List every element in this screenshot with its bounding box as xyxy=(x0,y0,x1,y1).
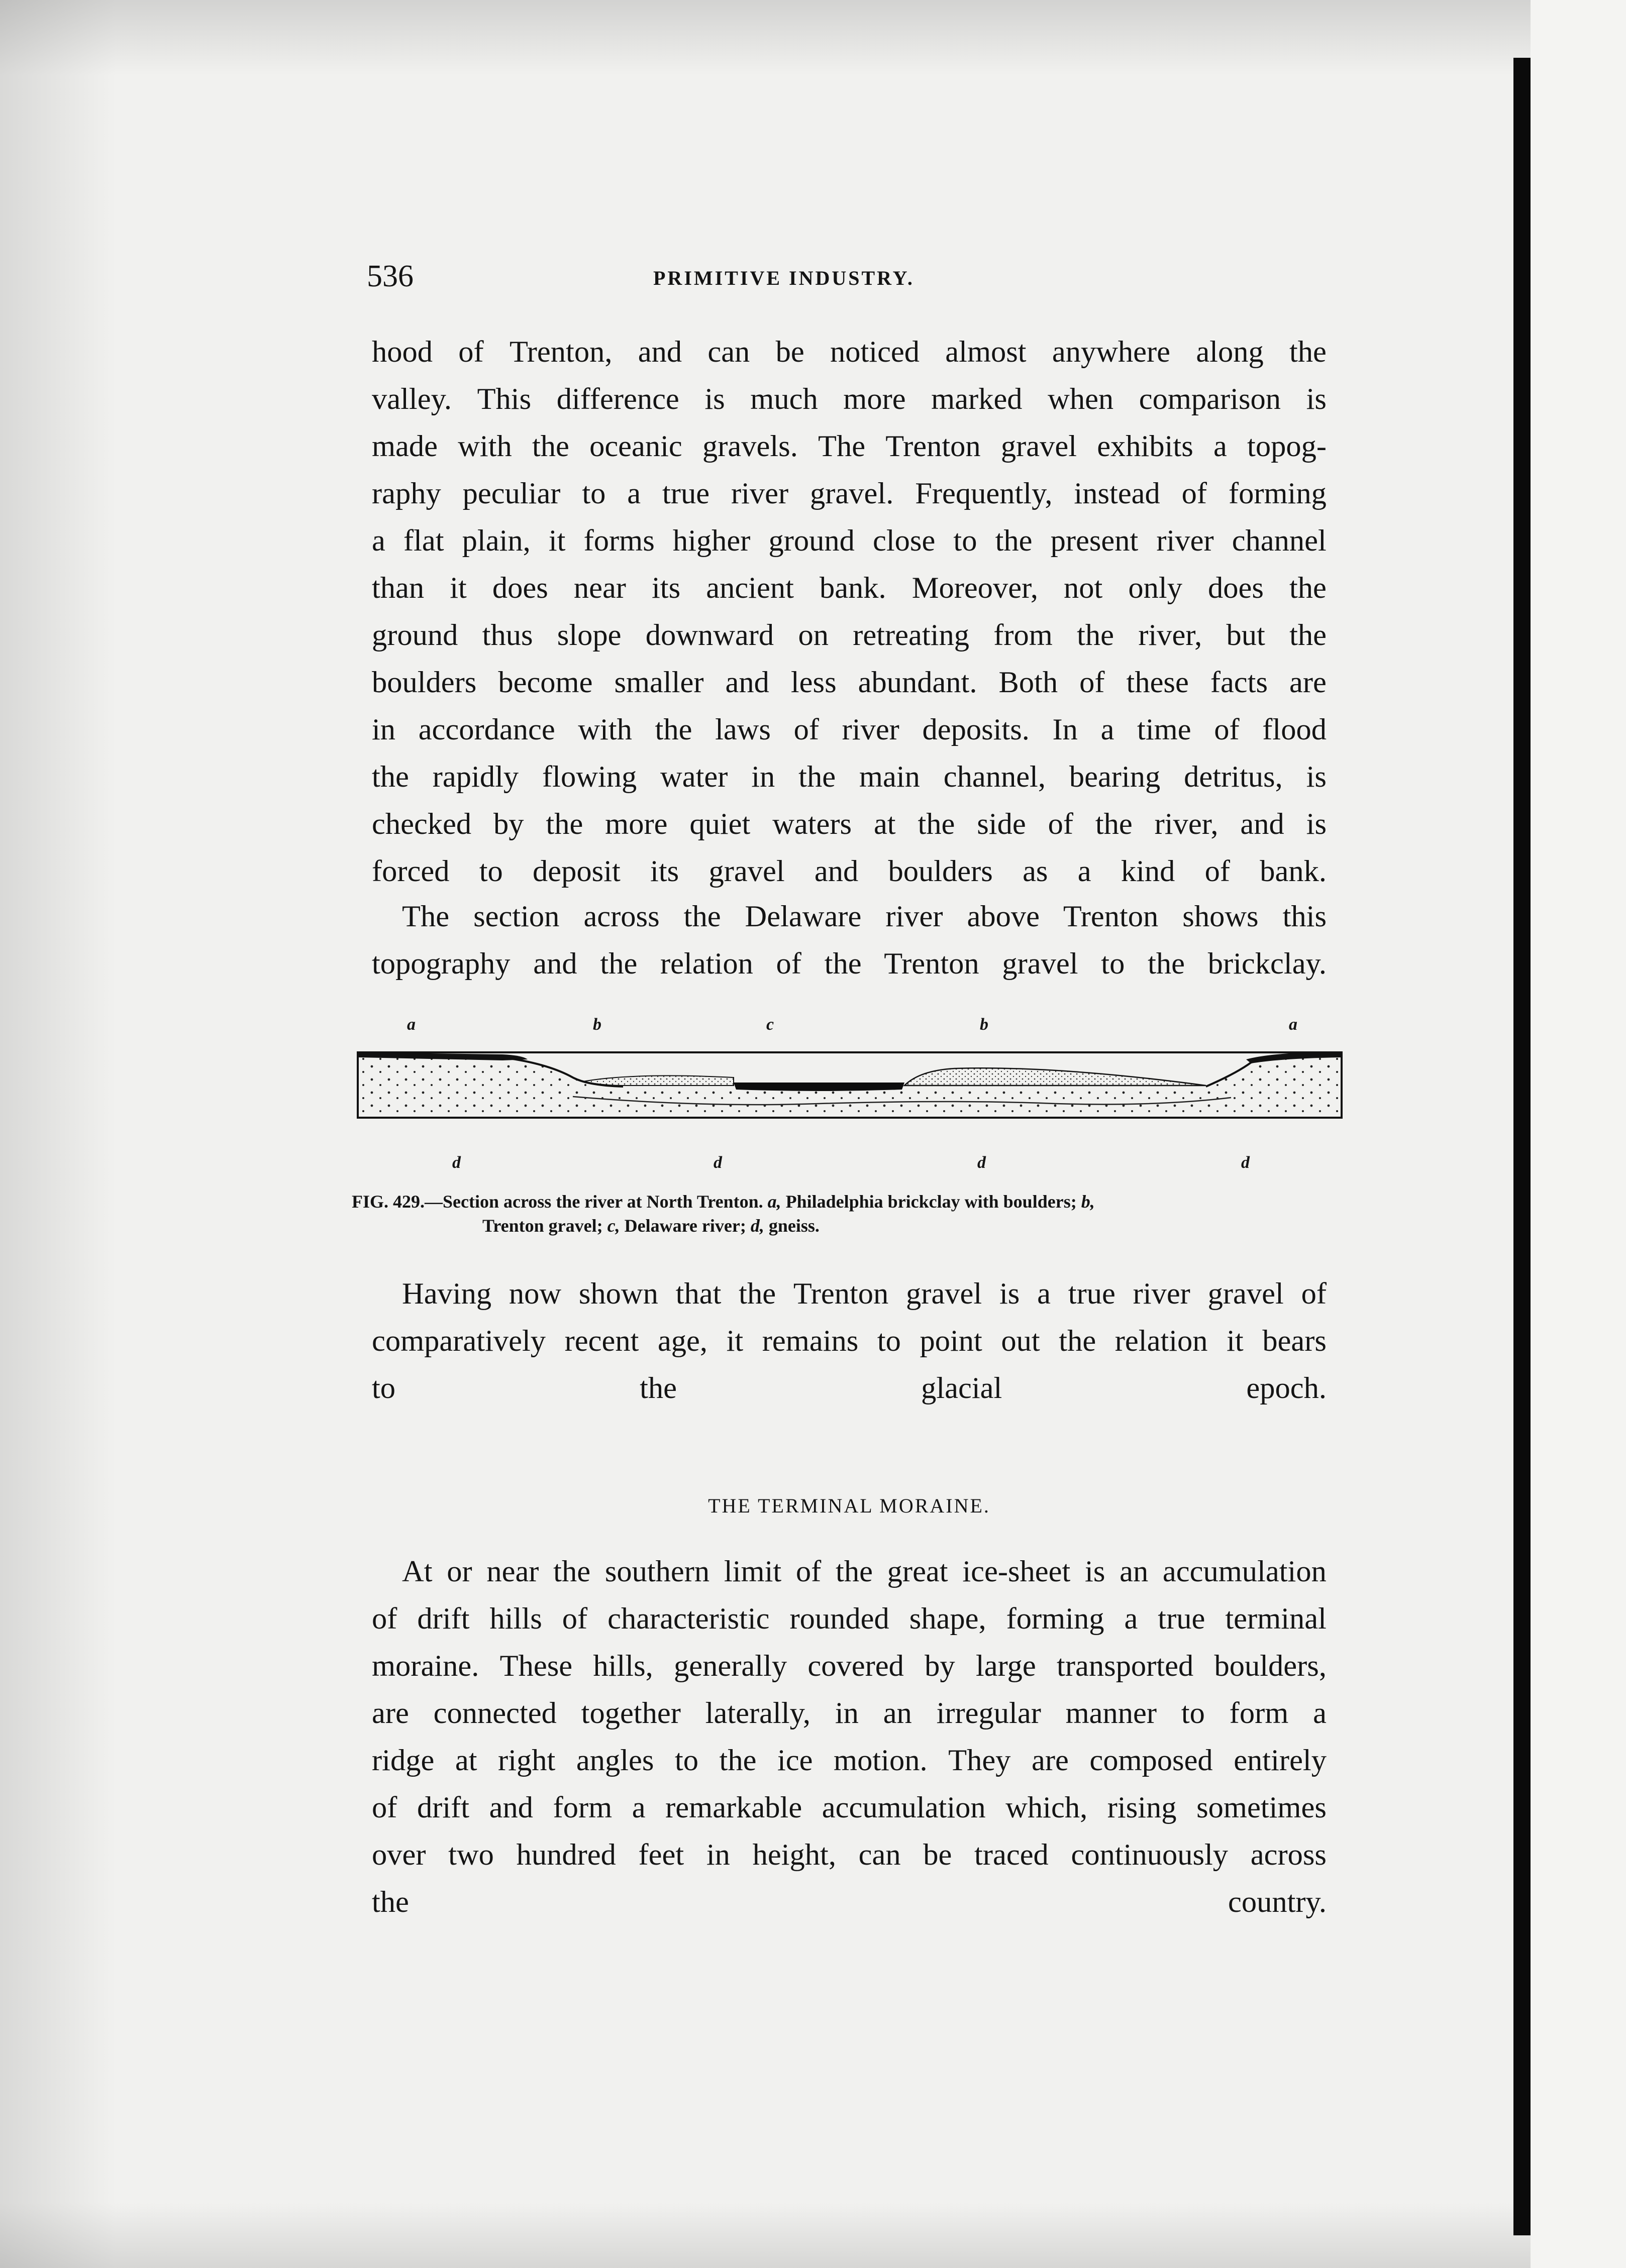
word: less xyxy=(790,666,837,699)
word: be xyxy=(775,335,804,369)
word: is xyxy=(999,1277,1020,1311)
word: bearing xyxy=(1069,760,1161,794)
word: can xyxy=(707,335,750,369)
word: forming xyxy=(1006,1602,1104,1636)
word: become xyxy=(498,666,593,699)
word: valley. xyxy=(372,382,452,416)
caption-line xyxy=(352,1190,1352,1214)
word: of xyxy=(793,713,819,746)
word: flat xyxy=(403,524,444,558)
word: the xyxy=(553,1555,591,1588)
word: right xyxy=(498,1744,556,1777)
word: flood xyxy=(1262,713,1327,746)
word: boulders, xyxy=(1214,1649,1327,1683)
text-line xyxy=(372,1643,1327,1690)
word: terminal xyxy=(1225,1602,1327,1636)
binding-edge xyxy=(1513,58,1531,2235)
word: southern xyxy=(604,1555,710,1588)
word: transported xyxy=(1057,1649,1194,1683)
word: more xyxy=(605,807,668,841)
word: river xyxy=(731,477,789,510)
word: a xyxy=(1213,429,1227,463)
word: comparison xyxy=(1139,382,1281,416)
word: form xyxy=(553,1791,613,1824)
word: does xyxy=(1208,571,1264,605)
scan-bottom-shadow xyxy=(0,2203,1626,2268)
word: river xyxy=(1156,524,1214,558)
word: are xyxy=(1031,1744,1069,1777)
text-line: to the glacial epoch. xyxy=(372,1371,1327,1405)
word: river xyxy=(842,713,899,746)
word: entirely xyxy=(1234,1744,1327,1777)
word: the xyxy=(1077,618,1114,652)
word: to xyxy=(674,1744,698,1777)
word: only xyxy=(1128,571,1182,605)
word: Trenton xyxy=(885,429,981,463)
word: a xyxy=(1124,1602,1138,1636)
word: to xyxy=(1181,1696,1205,1730)
word: marked xyxy=(931,382,1023,416)
word: when xyxy=(1048,382,1114,416)
word: channel xyxy=(1232,524,1327,558)
word: to xyxy=(582,477,606,510)
word: relation xyxy=(1114,1324,1208,1358)
word: exhibits xyxy=(1097,429,1193,463)
word: of xyxy=(372,1791,397,1824)
text-line: The section across the Delaware river above Trenton shows this xyxy=(402,900,1327,933)
word: limit xyxy=(724,1555,782,1588)
word: traced xyxy=(974,1838,1049,1872)
word: hills, xyxy=(593,1649,653,1683)
figure-label: a xyxy=(1289,1015,1297,1034)
word: great xyxy=(887,1555,948,1588)
word: by xyxy=(493,807,524,841)
figure-label: b xyxy=(980,1015,988,1034)
caption-key: a, xyxy=(767,1192,781,1212)
word: noticed xyxy=(830,335,920,369)
word: higher xyxy=(672,524,751,558)
word: is xyxy=(1306,760,1327,794)
word: oceanic xyxy=(589,429,682,463)
word: is xyxy=(1306,807,1327,841)
word: can xyxy=(858,1838,901,1872)
text-line xyxy=(372,1270,1327,1318)
word: retreating xyxy=(853,618,969,652)
word: to xyxy=(953,524,977,558)
word: flowing xyxy=(542,760,637,794)
word: gravel xyxy=(1207,1277,1284,1311)
word: a xyxy=(1037,1277,1051,1311)
text-line xyxy=(372,753,1327,801)
word: ice-sheet xyxy=(962,1555,1071,1588)
word: a xyxy=(1313,1696,1327,1730)
word: generally xyxy=(674,1649,787,1683)
page-header xyxy=(367,256,1322,301)
word: irregular xyxy=(936,1696,1041,1730)
text-line xyxy=(372,1318,1327,1365)
word: sometimes xyxy=(1196,1791,1327,1824)
word: but xyxy=(1226,618,1265,652)
section-heading: THE TERMINAL MORAINE. xyxy=(708,1494,990,1517)
word: accumulation xyxy=(822,1791,986,1824)
word: Trenton, xyxy=(509,335,613,369)
word: not xyxy=(1064,571,1103,605)
caption-text: Delaware river; xyxy=(624,1216,746,1236)
word: covered xyxy=(807,1649,904,1683)
word: the xyxy=(1289,571,1327,605)
word: slope xyxy=(557,618,622,652)
word: together xyxy=(581,1696,681,1730)
word: form xyxy=(1229,1696,1289,1730)
word: recent xyxy=(564,1324,639,1358)
text-line xyxy=(372,470,1327,517)
word: drift xyxy=(417,1791,470,1824)
text-line xyxy=(372,1784,1327,1831)
word: of xyxy=(1214,713,1240,746)
word: laws xyxy=(715,713,771,746)
text-line xyxy=(372,1548,1327,1595)
word: quiet xyxy=(689,807,751,841)
word: age, xyxy=(657,1324,708,1358)
word: boulders xyxy=(372,666,477,699)
caption-text: Trenton gravel; xyxy=(482,1216,603,1236)
paragraph-glacial-epoch xyxy=(372,1270,1327,1412)
word: ice xyxy=(777,1744,813,1777)
word: of xyxy=(1181,477,1207,510)
word: gravels. xyxy=(702,429,798,463)
caption-key: b, xyxy=(1081,1192,1095,1212)
word: made xyxy=(372,429,438,463)
text-line xyxy=(372,329,1327,376)
word: They xyxy=(948,1744,1011,1777)
word: its xyxy=(652,571,681,605)
word: of xyxy=(1048,807,1073,841)
word: motion. xyxy=(834,1744,928,1777)
word: feet xyxy=(638,1838,684,1872)
word: with xyxy=(458,429,512,463)
page-number: 536 xyxy=(367,259,414,293)
text-line xyxy=(372,1831,1327,1879)
word: forming xyxy=(1228,477,1327,510)
word: and xyxy=(725,666,769,699)
trenton-gravel-right xyxy=(904,1068,1206,1086)
running-head: PRIMITIVE INDUSTRY. xyxy=(653,267,914,289)
word: hills xyxy=(489,1602,542,1636)
word: topog- xyxy=(1247,429,1327,463)
word: which, xyxy=(1005,1791,1088,1824)
word: laterally, xyxy=(705,1696,811,1730)
caption-title: FIG. 429.—Section across the river at North Trenton. xyxy=(352,1192,763,1212)
word: This xyxy=(477,382,532,416)
text-line xyxy=(372,659,1327,706)
word: side xyxy=(977,807,1026,841)
word: anywhere xyxy=(1052,335,1171,369)
word: detritus, xyxy=(1184,760,1283,794)
word: from xyxy=(993,618,1053,652)
cross-section-diagram xyxy=(352,1037,1352,1158)
word: by xyxy=(925,1649,955,1683)
word: smaller xyxy=(614,666,704,699)
word: to xyxy=(877,1324,901,1358)
figure-label: d xyxy=(977,1153,986,1172)
word: facts xyxy=(1210,666,1268,699)
figure-label: d xyxy=(714,1153,722,1172)
word: peculiar xyxy=(462,477,561,510)
word: checked xyxy=(372,807,472,841)
word: gravel xyxy=(906,1277,982,1311)
text-line: forced to deposit its gravel and boulders as a kind of bank. xyxy=(372,854,1327,888)
word: The xyxy=(818,429,866,463)
word: time xyxy=(1137,713,1191,746)
word: ridge xyxy=(372,1744,435,1777)
word: the xyxy=(798,760,836,794)
word: gravel xyxy=(1000,429,1077,463)
word: forms xyxy=(583,524,655,558)
word: the xyxy=(836,1555,873,1588)
word: in xyxy=(751,760,775,794)
word: that xyxy=(675,1277,722,1311)
word: Moreover, xyxy=(911,571,1038,605)
word: remarkable xyxy=(665,1791,802,1824)
word: shown xyxy=(578,1277,658,1311)
word: an xyxy=(1120,1555,1149,1588)
word: downward xyxy=(645,618,774,652)
word: on xyxy=(798,618,829,652)
text-line xyxy=(372,706,1327,753)
word: rapidly xyxy=(432,760,519,794)
word: are xyxy=(1289,666,1327,699)
word: ground xyxy=(372,618,458,652)
word: in xyxy=(835,1696,859,1730)
word: be xyxy=(923,1838,952,1872)
word: more xyxy=(843,382,906,416)
trenton-gravel-left xyxy=(583,1075,734,1086)
word: over xyxy=(372,1838,426,1872)
word: true xyxy=(662,477,710,510)
figure-section-diagram xyxy=(352,1007,1352,1188)
word: drift xyxy=(417,1602,470,1636)
word: is xyxy=(1085,1555,1105,1588)
word: true xyxy=(1068,1277,1115,1311)
word: characteristic xyxy=(607,1602,770,1636)
word: at xyxy=(873,807,896,841)
word: In xyxy=(1052,713,1078,746)
word: moraine. xyxy=(372,1649,479,1683)
word: Having xyxy=(402,1277,492,1311)
word: much xyxy=(750,382,818,416)
word: near xyxy=(573,571,626,605)
paragraph-river-gravel xyxy=(372,329,1327,895)
word: it xyxy=(726,1324,744,1358)
word: the xyxy=(739,1277,776,1311)
word: main xyxy=(859,760,920,794)
word: rounded xyxy=(789,1602,889,1636)
word: are xyxy=(372,1696,409,1730)
text-line xyxy=(372,517,1327,565)
paragraph-terminal-moraine xyxy=(372,1548,1327,1926)
word: it xyxy=(450,571,467,605)
word: composed xyxy=(1089,1744,1213,1777)
word: a xyxy=(1100,713,1114,746)
paragraph-section-intro xyxy=(372,893,1327,988)
text-line xyxy=(372,1595,1327,1643)
word: the xyxy=(1289,335,1327,369)
word: gravel. xyxy=(810,477,894,510)
word: two xyxy=(448,1838,494,1872)
word: of xyxy=(562,1602,588,1636)
word: now xyxy=(509,1277,562,1311)
word: bank. xyxy=(819,571,886,605)
text-line xyxy=(372,565,1327,612)
caption-key: d, xyxy=(750,1216,764,1236)
caption-key: c, xyxy=(607,1216,620,1236)
word: true xyxy=(1158,1602,1205,1636)
word: and xyxy=(1240,807,1284,841)
word: in xyxy=(372,713,396,746)
figure-label: d xyxy=(452,1153,461,1172)
text-line: topography and the relation of the Trenton gravel to the brickclay. xyxy=(372,947,1327,981)
figure-label: b xyxy=(593,1015,601,1034)
word: These xyxy=(499,1649,573,1683)
word: height, xyxy=(752,1838,836,1872)
word: ancient xyxy=(706,571,794,605)
word: the xyxy=(719,1744,757,1777)
word: bears xyxy=(1262,1324,1327,1358)
word: deposits. xyxy=(922,713,1030,746)
text-line xyxy=(372,1690,1327,1737)
word: the xyxy=(918,807,955,841)
word: Both xyxy=(998,666,1058,699)
word: hundred xyxy=(516,1838,616,1872)
scan-left-shadow xyxy=(0,0,116,2268)
text-line xyxy=(372,1737,1327,1784)
word: a xyxy=(632,1791,646,1824)
word: of xyxy=(1301,1277,1327,1311)
word: with xyxy=(578,713,632,746)
word: continuously xyxy=(1071,1838,1229,1872)
text-line: the country. xyxy=(372,1885,1327,1919)
word: water xyxy=(660,760,728,794)
word: abundant. xyxy=(858,666,977,699)
word: the xyxy=(532,429,569,463)
text-line xyxy=(372,376,1327,423)
figure-label: a xyxy=(407,1015,416,1034)
word: of xyxy=(795,1555,822,1588)
word: At xyxy=(402,1555,433,1588)
word: of xyxy=(1079,666,1105,699)
word: the xyxy=(1289,618,1327,652)
word: it xyxy=(1227,1324,1244,1358)
word: river, xyxy=(1154,807,1218,841)
word: accumulation xyxy=(1162,1555,1327,1588)
right-margin xyxy=(1531,0,1626,2268)
caption-line xyxy=(352,1214,1352,1238)
word: hood xyxy=(372,335,433,369)
word: the xyxy=(655,713,692,746)
word: out xyxy=(1001,1324,1040,1358)
word: does xyxy=(492,571,548,605)
figure-label: c xyxy=(766,1015,774,1034)
text-line xyxy=(372,423,1327,470)
scan-top-shadow xyxy=(0,0,1626,75)
caption-text: gneiss. xyxy=(768,1216,820,1236)
word: point xyxy=(920,1324,982,1358)
word: is xyxy=(1306,382,1327,416)
word: shape, xyxy=(909,1602,986,1636)
caption-text: Philadelphia brickclay with boulders; xyxy=(785,1192,1077,1212)
word: channel, xyxy=(943,760,1046,794)
word: Frequently, xyxy=(915,477,1053,510)
word: remains xyxy=(762,1324,859,1358)
word: the xyxy=(1059,1324,1096,1358)
word: accordance xyxy=(418,713,555,746)
word: the xyxy=(546,807,583,841)
word: instead xyxy=(1074,477,1160,510)
figure-caption xyxy=(352,1190,1352,1238)
word: of xyxy=(372,1602,397,1636)
word: waters xyxy=(772,807,852,841)
word: manner xyxy=(1065,1696,1157,1730)
word: river xyxy=(1133,1277,1190,1311)
word: across xyxy=(1250,1838,1327,1872)
word: thus xyxy=(482,618,533,652)
word: the xyxy=(995,524,1033,558)
text-line xyxy=(372,801,1327,848)
word: ground xyxy=(768,524,855,558)
word: comparatively xyxy=(372,1324,546,1358)
word: a xyxy=(372,524,385,558)
word: close xyxy=(873,524,936,558)
text-line xyxy=(372,612,1327,659)
word: river, xyxy=(1138,618,1202,652)
delaware-river xyxy=(734,1083,904,1091)
word: the xyxy=(1095,807,1133,841)
word: rising xyxy=(1107,1791,1177,1824)
word: present xyxy=(1050,524,1139,558)
word: or xyxy=(447,1555,472,1588)
word: these xyxy=(1126,666,1189,699)
word: an xyxy=(883,1696,912,1730)
word: of xyxy=(458,335,484,369)
word: angles xyxy=(576,1744,654,1777)
word: Trenton xyxy=(793,1277,889,1311)
word: along xyxy=(1196,335,1264,369)
word: raphy xyxy=(372,477,441,510)
word: and xyxy=(638,335,682,369)
word: connected xyxy=(433,1696,557,1730)
word: is xyxy=(704,382,725,416)
word: large xyxy=(975,1649,1036,1683)
word: than xyxy=(372,571,425,605)
word: almost xyxy=(945,335,1027,369)
word: and xyxy=(489,1791,534,1824)
word: near xyxy=(486,1555,539,1588)
word: plain, xyxy=(462,524,531,558)
word: it xyxy=(548,524,566,558)
figure-label: d xyxy=(1241,1153,1250,1172)
word: the xyxy=(372,760,409,794)
word: a xyxy=(627,477,641,510)
word: difference xyxy=(556,382,679,416)
word: at xyxy=(455,1744,477,1777)
word: in xyxy=(706,1838,730,1872)
